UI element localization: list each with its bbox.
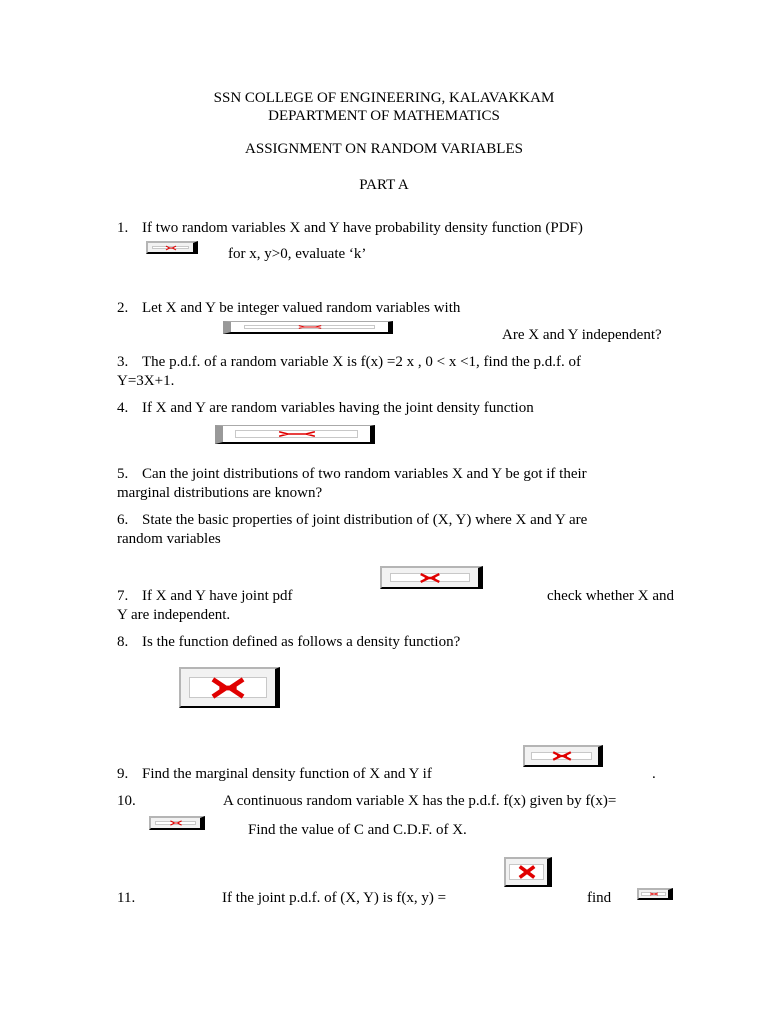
q10-continuation: Find the value of C and C.D.F. of X.: [248, 822, 467, 838]
q6-text: State the basic properties of joint distribution of (X, Y) where X and Y are: [142, 512, 588, 528]
q4-equation-image: [215, 425, 375, 444]
q10-number: 10.: [117, 793, 136, 809]
q10-equation-image: [149, 816, 205, 830]
q9-text: Find the marginal density function of X and Y if: [142, 766, 432, 782]
q8-equation-image: [179, 667, 280, 708]
department-name: DEPARTMENT OF MATHEMATICS: [268, 108, 500, 124]
q5-text: Can the joint distributions of two random variables X and Y be got if their: [142, 466, 587, 482]
q7-text-after: check whether X and: [547, 588, 675, 604]
q9-number: 9.: [117, 766, 129, 782]
q7-equation-image: [380, 566, 483, 589]
broken-image-icon: [200, 675, 256, 701]
q11-find-equation-image: [637, 888, 673, 900]
q6-number: 6.: [117, 512, 129, 528]
broken-image-icon: [645, 891, 662, 897]
broken-image-icon: [161, 820, 190, 827]
q1-equation-image: [146, 241, 198, 254]
assignment-title: ASSIGNMENT ON RANDOM VARIABLES: [245, 141, 523, 157]
q5-continuation: marginal distributions are known?: [117, 485, 323, 501]
q4-text: If X and Y are random variables having the joint density function: [142, 400, 534, 416]
q10-text: A continuous random variable X has the p.d.f. f(x) given by f(x)=: [223, 793, 617, 809]
broken-image-icon: [540, 750, 584, 763]
q2-equation-image: [223, 321, 393, 334]
q11-text: If the joint p.d.f. of (X, Y) is f(x, y) =: [222, 890, 447, 906]
q11-equation-image: [504, 857, 552, 887]
q9-tail: .: [652, 766, 656, 782]
q2-number: 2.: [117, 300, 129, 316]
broken-image-icon: [252, 428, 340, 439]
broken-image-icon: [514, 863, 539, 881]
college-name: SSN COLLEGE OF ENGINEERING, KALAVAKKAM: [213, 90, 555, 106]
q1-number: 1.: [117, 220, 129, 236]
broken-image-icon: [401, 571, 459, 584]
q3-text: The p.d.f. of a random variable X is f(x) =2 x , 0 < x <1, find the p.d.f. of: [142, 354, 582, 370]
q1-continuation: for x, y>0, evaluate ‘k’: [228, 246, 367, 262]
q9-equation-image: [523, 745, 603, 767]
broken-image-icon: [262, 324, 356, 331]
q11-number: 11.: [117, 890, 136, 906]
q6-continuation: random variables: [117, 531, 221, 547]
q8-text: Is the function defined as follows a density function?: [142, 634, 461, 650]
q7-continuation: Y are independent.: [117, 607, 231, 623]
broken-image-icon: [157, 244, 184, 250]
q8-number: 8.: [117, 634, 129, 650]
q7-number: 7.: [117, 588, 129, 604]
q3-number: 3.: [117, 354, 129, 370]
q2-continuation: Are X and Y independent?: [502, 327, 662, 343]
q7-text: If X and Y have joint pdf: [142, 588, 293, 604]
part-heading: PART A: [359, 177, 409, 193]
q3-continuation: Y=3X+1.: [117, 373, 175, 389]
q4-number: 4.: [117, 400, 129, 416]
q5-number: 5.: [117, 466, 129, 482]
q1-text: If two random variables X and Y have probability density function (PDF): [142, 220, 583, 236]
q11-text-after: find: [587, 890, 612, 906]
q2-text: Let X and Y be integer valued random variables with: [142, 300, 461, 316]
